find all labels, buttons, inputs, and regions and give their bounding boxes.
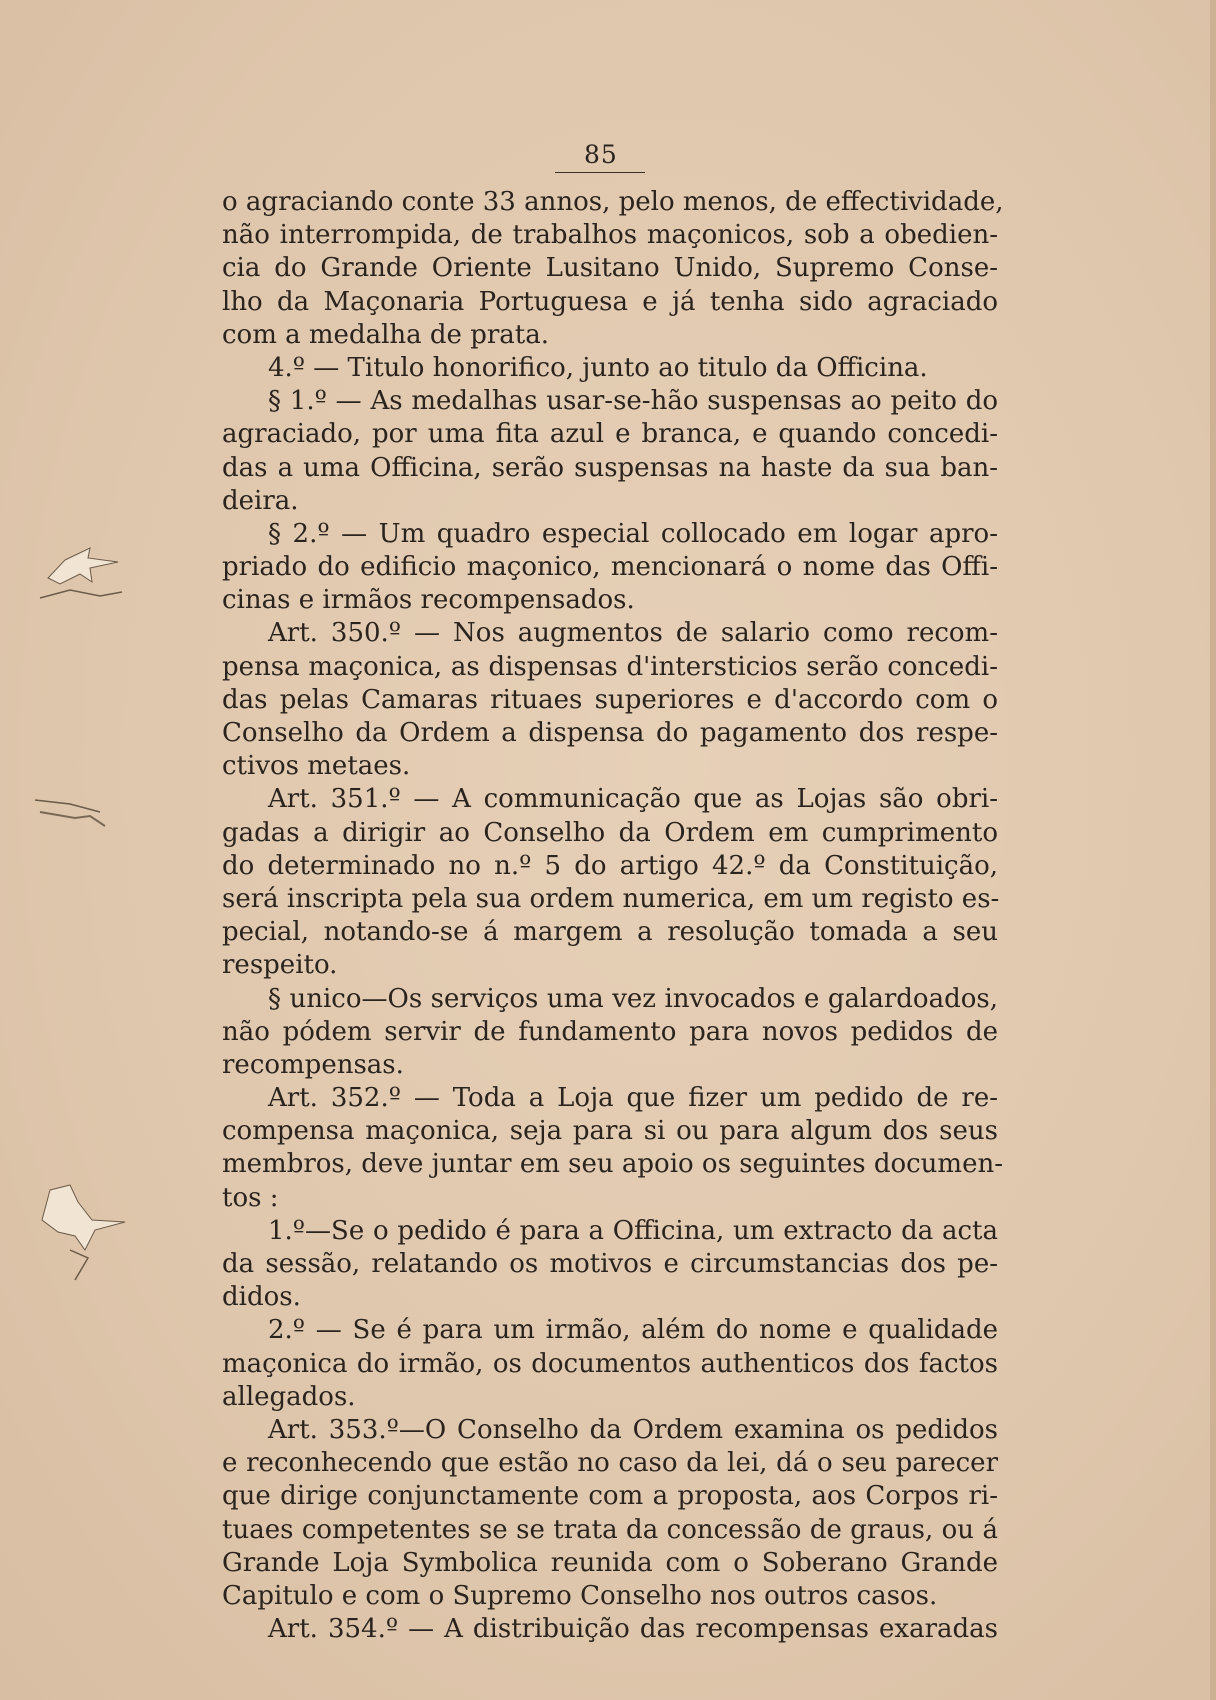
text-line: o agraciando conte 33 annos, pelo menos, de effectividade, bbox=[222, 187, 1004, 217]
text-line: das a uma Officina, serão suspensas na haste da sua ban- bbox=[222, 452, 998, 483]
text-line: Art. 351.º — A communicação que as Lojas são obri- bbox=[268, 784, 998, 815]
text-line: das pelas Camaras rituaes superiores e d'accordo com o bbox=[222, 684, 998, 715]
text-line: da sessão, relatando os motivos e circumstancias dos pe- bbox=[222, 1249, 998, 1279]
text-line: Conselho da Ordem a dispensa do pagamento dos respe- bbox=[222, 718, 998, 748]
text-line: didos. bbox=[222, 1282, 301, 1313]
text-line: recompensas. bbox=[222, 1049, 404, 1080]
page-edge bbox=[1210, 0, 1216, 1700]
wormhole-damage-mark bbox=[30, 540, 130, 630]
header-rule bbox=[555, 172, 645, 173]
page-number: 85 bbox=[584, 140, 618, 169]
text-line: do determinado no n.º 5 do artigo 42.º da Constituição, bbox=[222, 850, 998, 881]
text-line: deira. bbox=[222, 485, 299, 516]
text-line: 2.º — Se é para um irmão, além do nome e qualidade bbox=[268, 1315, 998, 1346]
text-line: cia do Grande Oriente Lusitano Unido, Supremo Conse- bbox=[222, 253, 998, 284]
text-line: Art. 354.º — A distribuição das recompensas exaradas bbox=[268, 1614, 998, 1645]
text-line: não interrompida, de trabalhos maçonicos, sob a obedien- bbox=[222, 220, 998, 251]
wormhole-damage-mark bbox=[30, 1180, 130, 1290]
text-line: ctivos metaes. bbox=[222, 751, 411, 782]
text-line: tuaes competentes se se trata da concessão de graus, ou á bbox=[222, 1514, 998, 1545]
text-line: tos : bbox=[222, 1182, 279, 1213]
text-line: 1.º—Se o pedido é para a Officina, um extracto da acta bbox=[268, 1215, 998, 1246]
text-line: Art. 353.º—O Conselho da Ordem examina os pedidos bbox=[268, 1414, 998, 1445]
text-line: com a medalha de prata. bbox=[222, 319, 549, 350]
text-line: 4.º — Titulo honorifico, junto ao titulo da Officina. bbox=[268, 352, 928, 383]
text-line: cinas e irmãos recompensados. bbox=[222, 585, 635, 616]
text-line: Art. 352.º — Toda a Loja que fizer um pedido de re- bbox=[268, 1083, 998, 1114]
text-line: allegados. bbox=[222, 1381, 356, 1412]
text-line: § unico—Os serviços uma vez invocados e galardoados, bbox=[268, 983, 998, 1014]
text-line: será inscripta pela sua ordem numerica, em um registo es- bbox=[222, 883, 1000, 914]
text-line: § 2.º — Um quadro especial collocado em logar apro- bbox=[268, 518, 998, 549]
text-line: Grande Loja Symbolica reunida com o Soberano Grande bbox=[222, 1547, 998, 1578]
text-line: Art. 350.º — Nos augmentos de salario como recom- bbox=[268, 618, 998, 649]
text-line: que dirige conjunctamente com a proposta, aos Corpos ri- bbox=[222, 1481, 998, 1512]
text-line: lho da Maçonaria Portuguesa e já tenha sido agraciado bbox=[222, 286, 998, 317]
text-line: priado do edificio maçonico, mencionará o nome das Offi- bbox=[222, 552, 998, 583]
text-line: pecial, notando-se á margem a resolução tomada a seu bbox=[222, 917, 998, 948]
text-line: não pódem servir de fundamento para novos pedidos de bbox=[222, 1016, 998, 1047]
text-line: membros, deve juntar em seu apoio os seguintes documen- bbox=[222, 1149, 1003, 1180]
text-line: Capitulo e com o Supremo Conselho nos outros casos. bbox=[222, 1580, 938, 1611]
text-line: respeito. bbox=[222, 950, 338, 981]
text-line: gadas a dirigir ao Conselho da Ordem em cumprimento bbox=[222, 817, 998, 848]
text-line: § 1.º — As medalhas usar-se-hão suspensas ao peito do bbox=[268, 386, 998, 417]
text-line: pensa maçonica, as dispensas d'intersticios serão concedi- bbox=[222, 651, 998, 682]
text-line: compensa maçonica, seja para si ou para algum dos seus bbox=[222, 1116, 998, 1147]
text-line: e reconhecendo que estão no caso da lei, dá o seu parecer bbox=[222, 1448, 998, 1479]
wormhole-damage-mark bbox=[30, 790, 110, 850]
text-line: maçonica do irmão, os documentos authenticos dos factos bbox=[222, 1348, 998, 1379]
text-line: agraciado, por uma fita azul e branca, e quando concedi- bbox=[222, 419, 998, 450]
page-body-text bbox=[222, 186, 1004, 1646]
